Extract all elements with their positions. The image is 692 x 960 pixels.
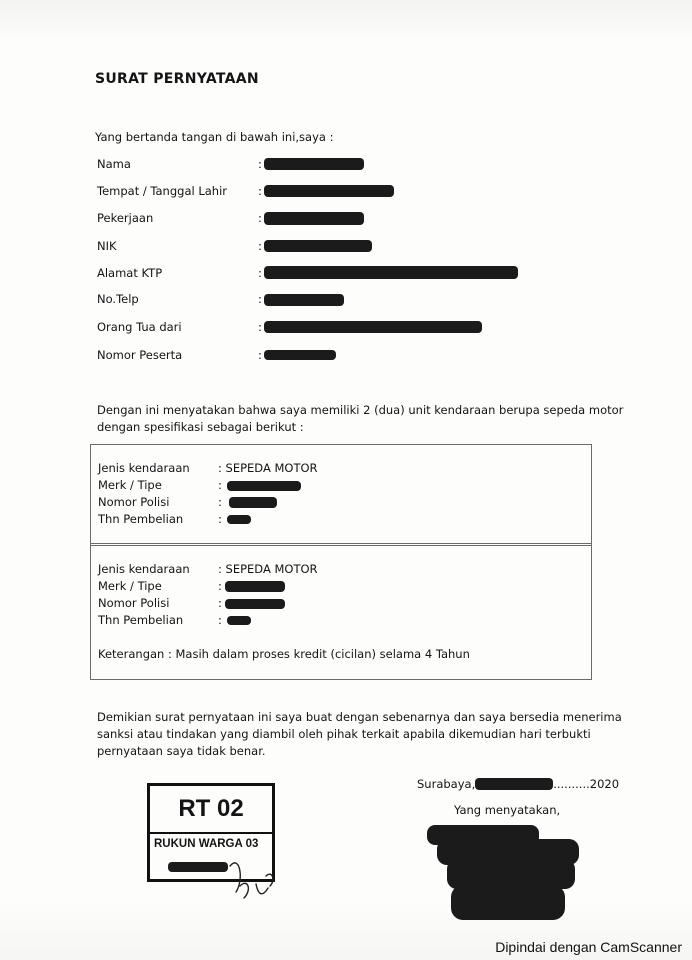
redaction-bar — [229, 497, 277, 508]
vehicle-row-label: Nomor Polisi — [98, 596, 170, 610]
vehicle-row-label: Thn Pembelian — [98, 613, 184, 627]
field-label-nik: NIK — [97, 239, 117, 253]
signer-label: Yang menyatakan, — [454, 803, 561, 817]
redaction-bar — [227, 616, 251, 625]
field-label-telp: No.Telp — [97, 292, 139, 306]
vehicle-row-value: : — [218, 495, 222, 509]
field-colon: : — [258, 320, 262, 334]
closing-line: pernyataan saya tidak benar. — [97, 744, 266, 758]
field-colon: : — [258, 348, 262, 362]
field-colon: : — [258, 239, 262, 253]
vehicle-row-value: : — [218, 478, 222, 492]
field-colon: : — [258, 292, 262, 306]
vehicle-row-label: Merk / Tipe — [98, 579, 162, 593]
redaction-bar — [264, 266, 518, 279]
intro-text: Yang bertanda tangan di bawah ini,saya : — [95, 130, 334, 144]
closing-line: Demikian surat pernyataan ini saya buat dengan sebenarnya dan saya bersedia menerima — [97, 710, 622, 724]
stamp-rt-number: RT 02 — [150, 786, 272, 834]
vehicle-row-value: : — [218, 579, 222, 593]
redaction-bar — [264, 240, 372, 252]
field-colon: : — [258, 266, 262, 280]
field-label-nomor-peserta: Nomor Peserta — [97, 348, 183, 362]
field-colon: : — [258, 184, 262, 198]
redaction-bar — [264, 350, 336, 360]
statement-line: dengan spesifikasi sebagai berikut : — [97, 420, 304, 434]
field-label-ttl: Tempat / Tanggal Lahir — [97, 184, 228, 198]
redaction-bar — [227, 515, 251, 524]
place-date — [417, 777, 619, 791]
redaction-bar — [225, 581, 285, 592]
place-text: Surabaya, — [417, 777, 476, 791]
vehicle-row-value: : — [218, 596, 222, 610]
field-label-orangtua: Orang Tua dari — [97, 320, 182, 334]
redaction-bar — [475, 778, 553, 790]
field-label-alamat: Alamat KTP — [97, 266, 163, 280]
field-label-pekerjaan: Pekerjaan — [97, 211, 154, 225]
document-title: SURAT PERNYATAAN — [95, 71, 259, 87]
vehicle-row-label: Nomor Polisi — [98, 495, 170, 509]
vehicle-row-label: Jenis kendaraan — [98, 461, 190, 475]
vehicle-row-value: : — [218, 512, 222, 526]
date-text: ..........2020 — [553, 777, 620, 791]
vehicle-box-1 — [90, 444, 592, 546]
signature-redaction — [427, 825, 579, 920]
field-colon: : — [258, 211, 262, 225]
vehicle-note: Keterangan : Masih dalam proses kredit (cicilan) selama 4 Tahun — [98, 647, 470, 661]
redaction-bar — [264, 321, 482, 333]
closing-line: sanksi atau tindakan yang diambil oleh pihak terkait apabila dikemudian hari terbukti — [97, 727, 591, 741]
stamp-rw-text: RUKUN WARGA 03 — [154, 838, 259, 850]
redaction-bar — [264, 212, 364, 225]
field-label-nama: Nama — [97, 157, 131, 171]
stamp-signature-scribble — [222, 840, 282, 904]
vehicle-row-label: Merk / Tipe — [98, 478, 162, 492]
redaction-bar — [168, 862, 228, 872]
vehicle-row-label: Jenis kendaraan — [98, 562, 190, 576]
vehicle-box-2 — [90, 543, 592, 680]
redaction-bar — [264, 185, 394, 197]
redaction-bar — [264, 294, 344, 306]
vehicle-row-label: Thn Pembelian — [98, 512, 184, 526]
vehicle-row-value: : SEPEDA MOTOR — [218, 461, 318, 475]
vehicle-row-value: : — [218, 613, 222, 627]
vehicle-row-value: : SEPEDA MOTOR — [218, 562, 318, 576]
redaction-bar — [264, 158, 364, 170]
field-colon: : — [258, 157, 262, 171]
statement-line: Dengan ini menyatakan bahwa saya memiliki 2 (dua) unit kendaraan berupa sepeda motor — [97, 403, 624, 417]
redaction-bar — [225, 599, 285, 609]
camscanner-watermark: Dipindai dengan CamScanner — [495, 939, 682, 955]
redaction-bar — [227, 481, 301, 491]
